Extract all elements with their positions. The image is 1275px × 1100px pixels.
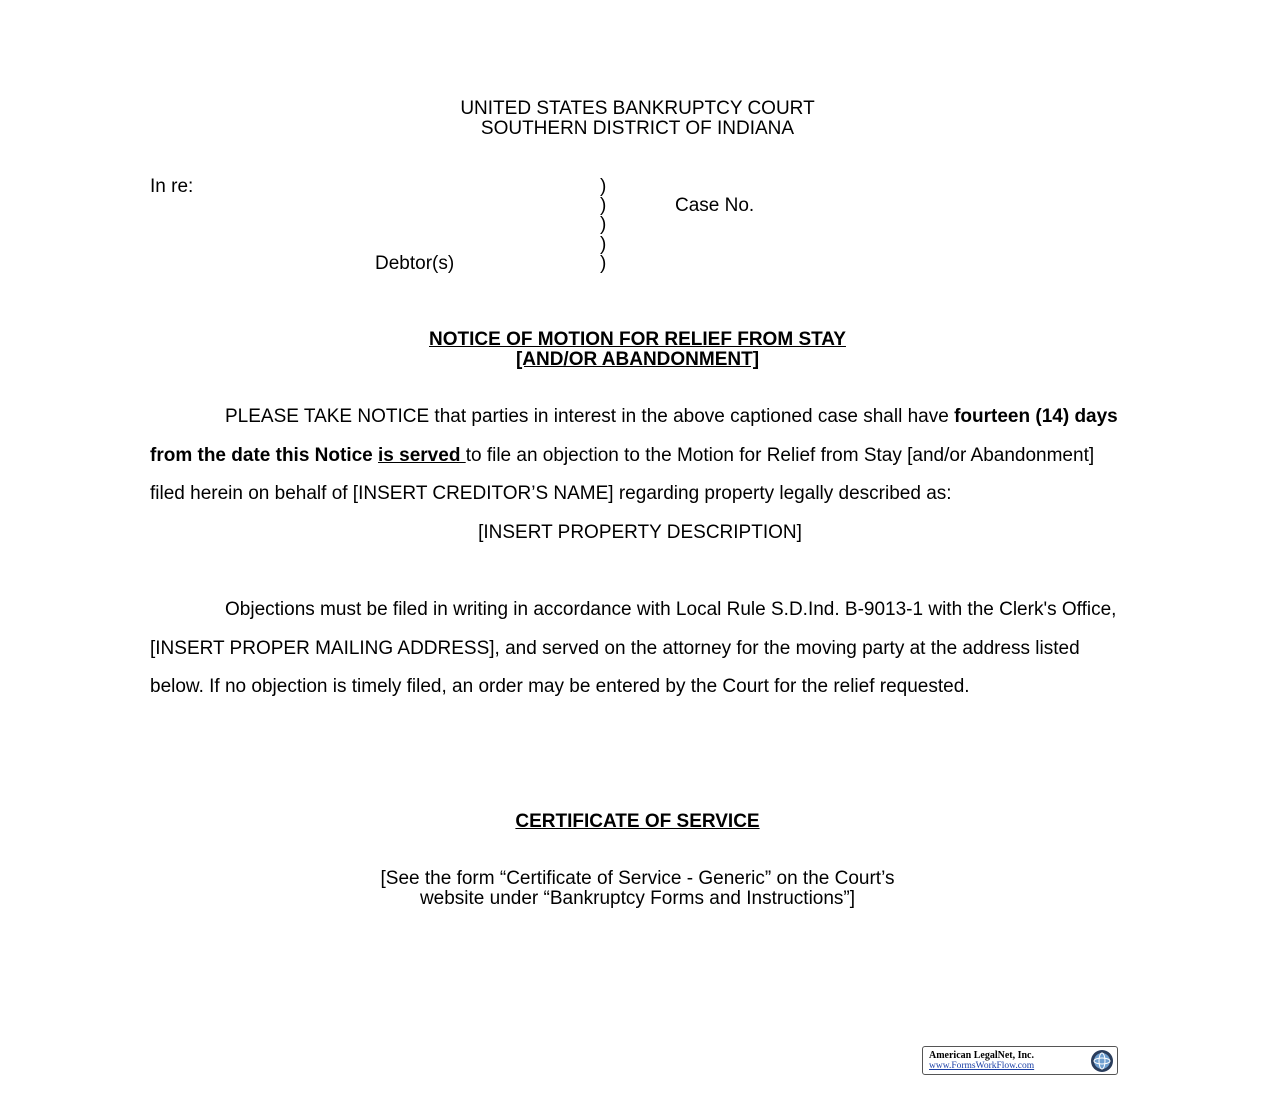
debtor-label: Debtor(s): [375, 253, 455, 274]
property-description-placeholder: [INSERT PROPERTY DESCRIPTION]: [478, 521, 802, 543]
notice-served-underlined: is served: [378, 444, 466, 466]
notice-paragraph-1: [150, 398, 1130, 552]
logo-website-link[interactable]: www.FormsWorkFlow.com: [929, 1061, 1035, 1071]
in-re-label: In re:: [150, 176, 194, 197]
case-number-label: Case No.: [675, 195, 755, 216]
certificate-instructions-line2: website under “Bankruptcy Forms and Instructions”]: [419, 888, 856, 909]
notice-title-line2: [AND/OR ABANDONMENT]: [515, 349, 760, 370]
caption-paren: ): [600, 253, 607, 274]
certificate-title: CERTIFICATE OF SERVICE: [515, 811, 760, 832]
american-legalnet-logo[interactable]: [922, 1046, 1118, 1075]
court-name: UNITED STATES BANKRUPTCY COURT: [460, 98, 815, 119]
certificate-instructions-line1: [See the form “Certificate of Service - Generic” on the Court’s: [380, 868, 895, 889]
certificate-instructions: [0, 869, 1275, 909]
caption-paren: ): [600, 195, 607, 216]
caption-paren: ): [600, 214, 607, 235]
court-district: SOUTHERN DISTRICT OF INDIANA: [480, 117, 795, 139]
globe-icon: [1090, 1049, 1114, 1073]
caption-paren: ): [600, 176, 607, 197]
notice-deadline-bold: fourteen (14) days from the date this Notice: [150, 406, 1118, 466]
notice-title: [0, 330, 1275, 370]
caption-paren: ): [600, 234, 607, 255]
logo-company-name: American LegalNet, Inc.: [929, 1050, 1034, 1061]
objections-text: Objections must be filed in writing in accordance with Local Rule S.D.Ind. B-9013-1 with the Clerk's Office, [INSERT PROPER MAILING ADDRESS], and served on the attorney for the moving party at the address listed below. If no objection is timely filed, an order may be entered by the Court for the relief requested.: [150, 599, 1117, 697]
notice-title-line1: NOTICE OF MOTION FOR RELIEF FROM STAY: [429, 329, 846, 350]
notice-paragraph-2: [150, 591, 1130, 707]
notice-text-end: to file an objection to the Motion for Relief from Stay [and/or Abandonment] filed herein on behalf of [INSERT CREDITOR’S NAME] regarding property legally described as:: [150, 444, 1095, 504]
notice-text-start: PLEASE TAKE NOTICE that parties in interest in the above captioned case shall have: [225, 406, 955, 427]
court-header: [0, 99, 1275, 138]
